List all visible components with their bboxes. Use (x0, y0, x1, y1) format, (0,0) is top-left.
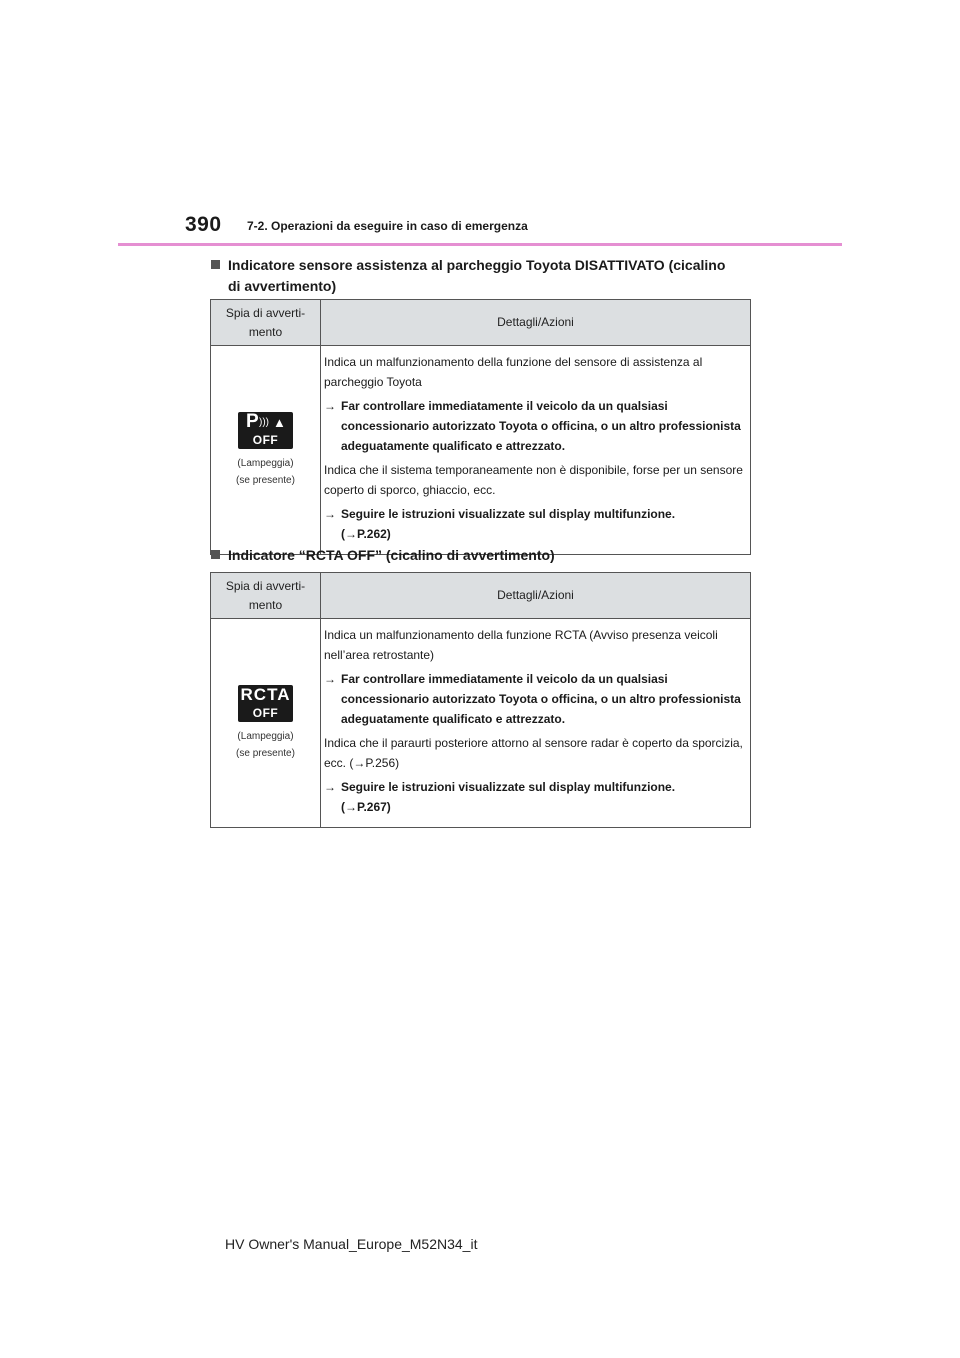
icon-caption-if-equipped: (se presente) (236, 747, 295, 759)
arrow-icon: → (324, 507, 336, 521)
bullet-icon (211, 550, 220, 559)
detail-text-radar-covered: Indica che il paraurti posteriore attorno al sensore radar è coperto da sporcizia, ecc. (→P.256) (324, 736, 743, 770)
detail-text-unavailable: Indica che il sistema temporaneamente non è disponibile, forse per un sensore coperto di sporco, ghiaccio, ecc. (324, 463, 743, 497)
section-heading-rcta: Indicatore “RCTA OFF” (cicalino di avvertimento) (211, 545, 761, 566)
arrow-icon: → (324, 672, 336, 686)
footer-manual-id: HV Owner's Manual_Europe_M52N34_it (225, 1236, 478, 1252)
detail-text-malfunction: Indica un malfunzionamento della funzione del sensore di assistenza al parcheggio Toyota (324, 355, 703, 389)
detail-action-inspect: → Far controllare immediatamente il veicolo da un qualsiasi concessionario autorizzato Toyota o officina, o un altro professionista adeguatamente qualificato e attrezzato. (324, 396, 746, 456)
section-title: 7-2. Operazioni da eseguire in caso di emergenza (247, 219, 528, 233)
detail-action-inspect: → Far controllare immediatamente il veicolo da un qualsiasi concessionario autorizzato Toyota o officina, o un altro professionista adeguatamente qualificato e attrezzato. (324, 669, 746, 729)
bullet-icon (211, 260, 220, 269)
warning-table-parking-sensor (210, 299, 751, 555)
section-heading-parking-sensor: Indicatore sensore assistenza al parcheggio Toyota DISATTIVATO (cicalino di avvertimento) (211, 255, 761, 297)
header-rule (118, 243, 842, 246)
details-cell (321, 619, 751, 828)
warning-light-cell (211, 619, 321, 828)
column-header-details: Dettagli/Azioni (321, 300, 751, 346)
icon-caption-flashing: (Lampeggia) (237, 457, 294, 469)
arrow-icon: → (324, 399, 336, 413)
column-header-warning-light: Spia di avverti- mento (211, 573, 321, 619)
column-header-warning-light: Spia di avverti- mento (211, 300, 321, 346)
rcta-off-icon: RCTA OFF (238, 685, 293, 722)
page-number: 390 (185, 213, 222, 236)
detail-action-follow-instructions: → Seguire le istruzioni visualizzate sul display multifunzione. (→P.262) (324, 504, 746, 544)
parking-sensor-off-icon: P ))) ▲ OFF (238, 412, 293, 449)
arrow-icon: → (324, 780, 336, 794)
details-cell (321, 346, 751, 555)
icon-caption-flashing: (Lampeggia) (237, 730, 294, 742)
warning-light-cell (211, 346, 321, 555)
detail-action-follow-instructions: → Seguire le istruzioni visualizzate sul display multifunzione. (→P.267) (324, 777, 746, 817)
column-header-details: Dettagli/Azioni (321, 573, 751, 619)
detail-text-malfunction: Indica un malfunzionamento della funzione RCTA (Avviso presenza veicoli nell’area retrostante) (324, 628, 718, 662)
icon-caption-if-equipped: (se presente) (236, 474, 295, 486)
warning-table-rcta (210, 572, 751, 828)
